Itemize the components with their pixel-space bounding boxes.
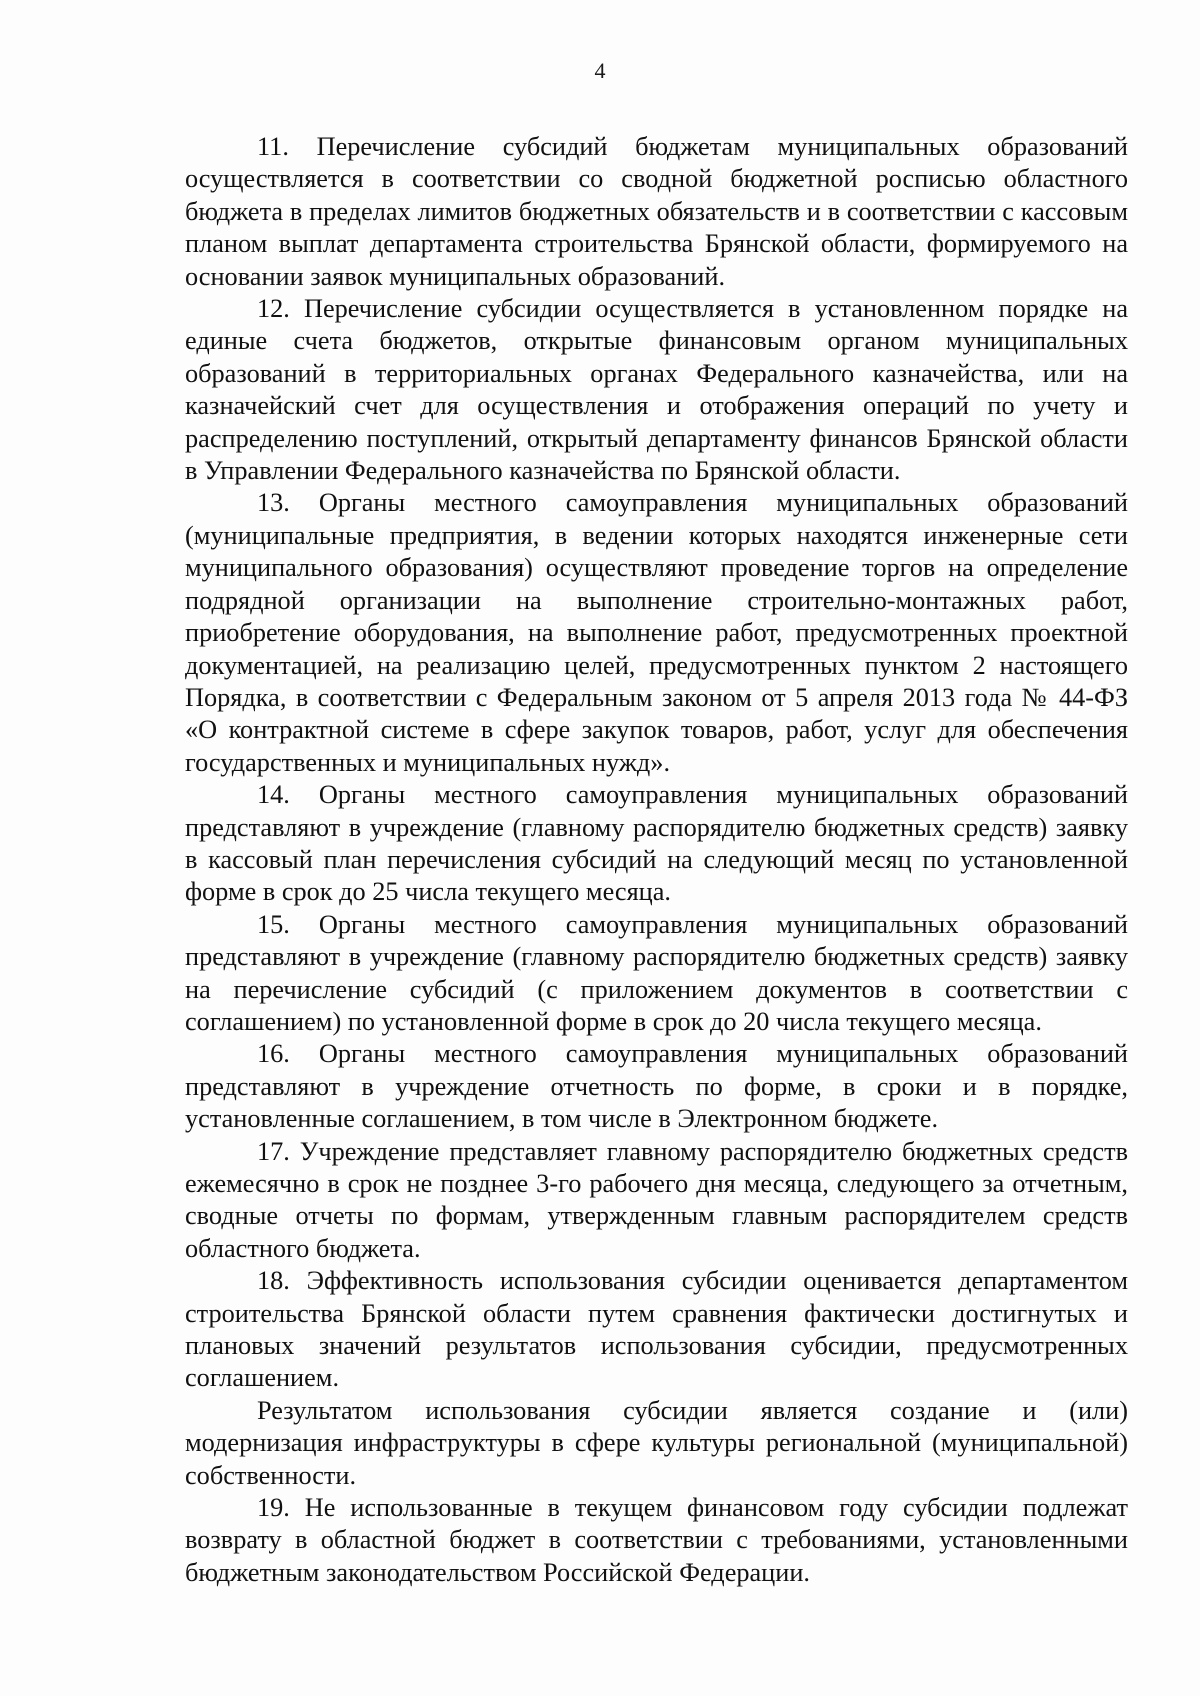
page-number: 4 [594,58,606,83]
paragraph-13: 13. Органы местного самоуправления муниципальных образований (муниципальные предприятия, в ведении которых находятся инженерные сети муниципального образования) осуществляют проведение торгов на определение подрядной организации на выполнение строительно-монтажных работ, приобретение оборудования, на выполнение работ, предусмотренных проектной документацией, на реализацию целей, предусмотренных пунктом 2 настоящего Порядка, в соответствии с Федеральным законом от 5 апреля 2013 года № 44-ФЗ «О контрактной системе в сфере закупок товаров, работ, услуг для обеспечения государственных и муниципальных нужд». [185,488,1128,777]
paragraph-18-result: Результатом использования субсидии является создание и (или) модернизация инфраструктуры в сфере культуры региональной (муниципальной) собственности. [185,1395,1128,1490]
paragraph-12: 12. Перечисление субсидии осуществляется в установленном порядке на единые счета бюджетов, открытые финансовым органом муниципальных образований в территориальных органах Федерального казначейства, или на казначейский счет для осуществления и отображения операций по учету и распределению поступлений, открытый департаменту финансов Брянской области в Управлении Федерального казначейства по Брянской области. [185,294,1128,486]
document-body [185,131,1128,1589]
paragraph-15: 15. Органы местного самоуправления муниципальных образований представляют в учреждение (главному распорядителю бюджетных средств) заявку на перечисление субсидий (с приложением документов в соответствии с соглашением) по установленной форме в срок до 20 числа текущего месяца. [185,909,1128,1036]
paragraph-16: 16. Органы местного самоуправления муниципальных образований представляют в учреждение отчетность по форме, в сроки и в порядке, установленные соглашением, в том числе в Электронном бюджете. [185,1039,1128,1134]
paragraph-14: 14. Органы местного самоуправления муниципальных образований представляют в учреждение (главному распорядителю бюджетных средств) заявку в кассовый план перечисления субсидий на следующий месяц по установленной форме в срок до 25 числа текущего месяца. [185,780,1128,907]
paragraph-19: 19. Не использованные в текущем финансовом году субсидии подлежат возврату в областной бюджет в соответствии с требованиями, установленными бюджетным законодательством Российской Федерации. [185,1493,1128,1587]
paragraph-11: 11. Перечисление субсидий бюджетам муниципальных образований осуществляется в соответствии со сводной бюджетной росписью областного бюджета в пределах лимитов бюджетных обязательств и в соответствии с кассовым планом выплат департамента строительства Брянской области, формируемого на основании заявок муниципальных образований. [185,132,1128,291]
paragraph-17: 17. Учреждение представляет главному распорядителю бюджетных средств ежемесячно в срок не позднее 3-го рабочего дня месяца, следующего за отчетным, сводные отчеты по формам, утвержденным главным распорядителем средств областного бюджета. [185,1136,1128,1263]
paragraph-18: 18. Эффективность использования субсидии оценивается департаментом строительства Брянской области путем сравнения фактически достигнутых и плановых значений результатов использования субсидии, предусмотренных соглашением. [185,1266,1128,1393]
